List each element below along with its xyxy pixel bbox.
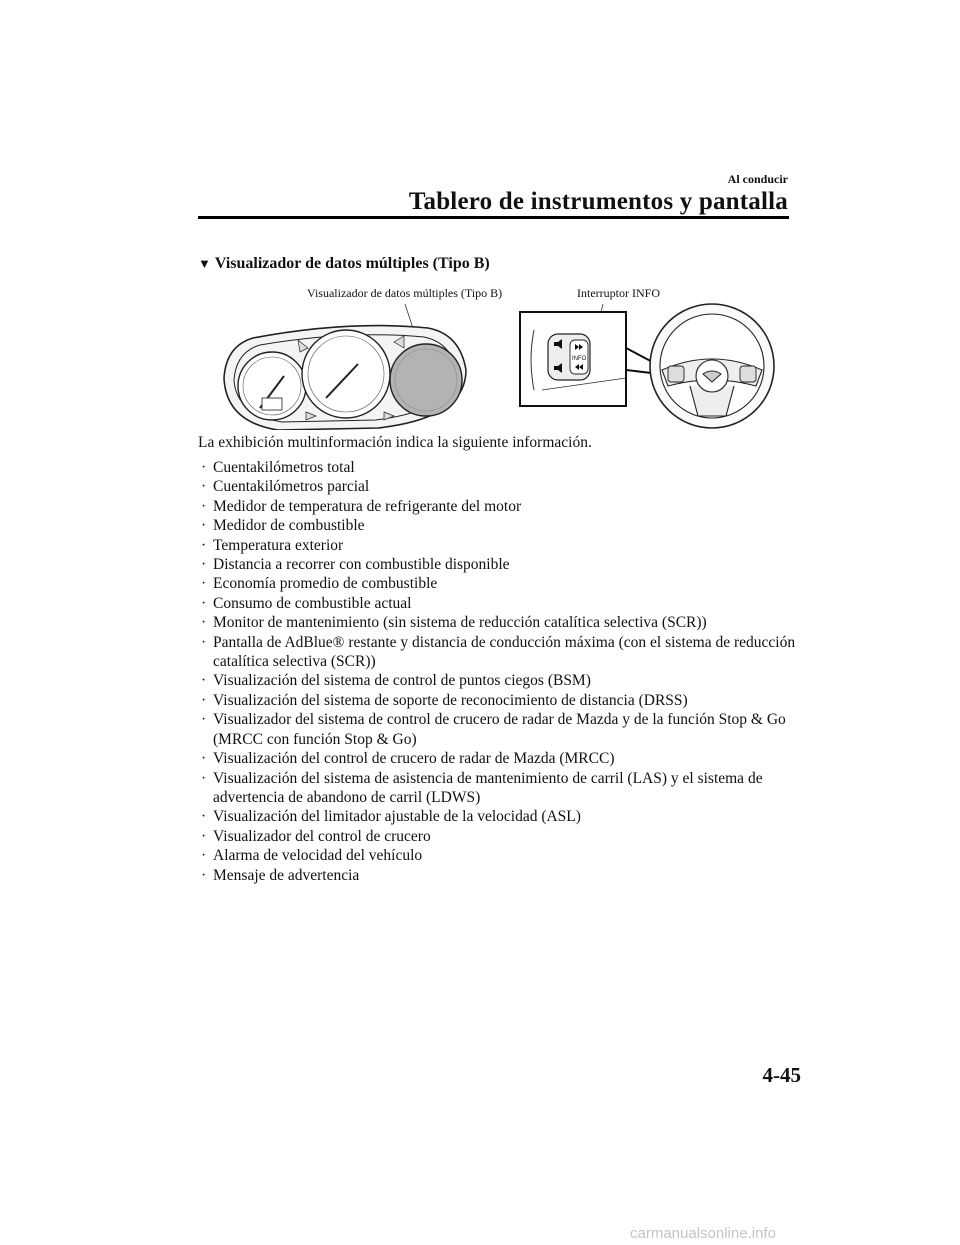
list-item: · Medidor de combustible: [198, 516, 798, 535]
list-item: · Visualización del sistema de soporte de reconocimiento de distancia (DRSS): [198, 691, 798, 710]
section-marker-icon: ▼: [198, 256, 211, 271]
info-switch-label: INFO: [572, 356, 587, 362]
multi-info-display: [390, 344, 462, 416]
list-item: · Visualizador del control de crucero: [198, 827, 798, 846]
title-rule: [198, 216, 789, 219]
section-heading-text: Visualizador de datos múltiples (Tipo B): [214, 255, 490, 272]
list-item: · Visualización del sistema de asistencia de mantenimiento de carril (LAS) y el sistema de advertencia de abandono de carril (LDWS): [198, 769, 798, 808]
list-item: · Cuentakilómetros total: [198, 458, 798, 477]
list-item: · Economía promedio de combustible: [198, 574, 798, 593]
list-item: · Temperatura exterior: [198, 536, 798, 555]
list-item: · Visualización del limitador ajustable de la velocidad (ASL): [198, 807, 798, 826]
callout-info-switch: Interruptor INFO: [577, 286, 660, 300]
list-item: · Distancia a recorrer con combustible disponible: [198, 555, 798, 574]
watermark: carmanualsonline.info: [630, 1225, 776, 1242]
list-item: · Cuentakilómetros parcial: [198, 477, 798, 496]
list-item: · Visualización del sistema de control de puntos ciegos (BSM): [198, 671, 798, 690]
list-item: · Consumo de combustible actual: [198, 594, 798, 613]
list-item: · Mensaje de advertencia: [198, 866, 798, 885]
instrument-cluster-figure: [198, 290, 798, 430]
info-switch-panel: [548, 334, 590, 380]
list-item: · Pantalla de AdBlue® restante y distancia de conducción máxima (con el sistema de reducción catalítica selectiva (SCR)): [198, 633, 798, 672]
list-item: · Alarma de velocidad del vehículo: [198, 846, 798, 865]
list-item: · Medidor de temperatura de refrigerante del motor: [198, 497, 798, 516]
section-heading: [198, 255, 490, 273]
feature-list: [198, 458, 798, 885]
tachometer-gauge: [238, 352, 306, 420]
callout-multi-display: Visualizador de datos múltiples (Tipo B): [307, 286, 503, 300]
running-head: Al conducir: [727, 172, 788, 186]
info-switch-inset: [520, 312, 626, 406]
page-number: 4-45: [762, 1063, 801, 1087]
page-title: Tablero de instrumentos y pantalla: [408, 188, 788, 215]
list-item: · Visualización del control de crucero de radar de Mazda (MRCC): [198, 749, 798, 768]
list-item: · Monitor de mantenimiento (sin sistema de reducción catalítica selectiva (SCR)): [198, 613, 798, 632]
speedometer-gauge: [302, 330, 390, 418]
list-item: · Visualizador del sistema de control de crucero de radar de Mazda y de la función Stop & Go (MRCC con función Stop & Go): [198, 710, 798, 749]
intro-text: La exhibición multinformación indica la siguiente información.: [198, 434, 592, 451]
steering-wheel: [650, 304, 774, 428]
